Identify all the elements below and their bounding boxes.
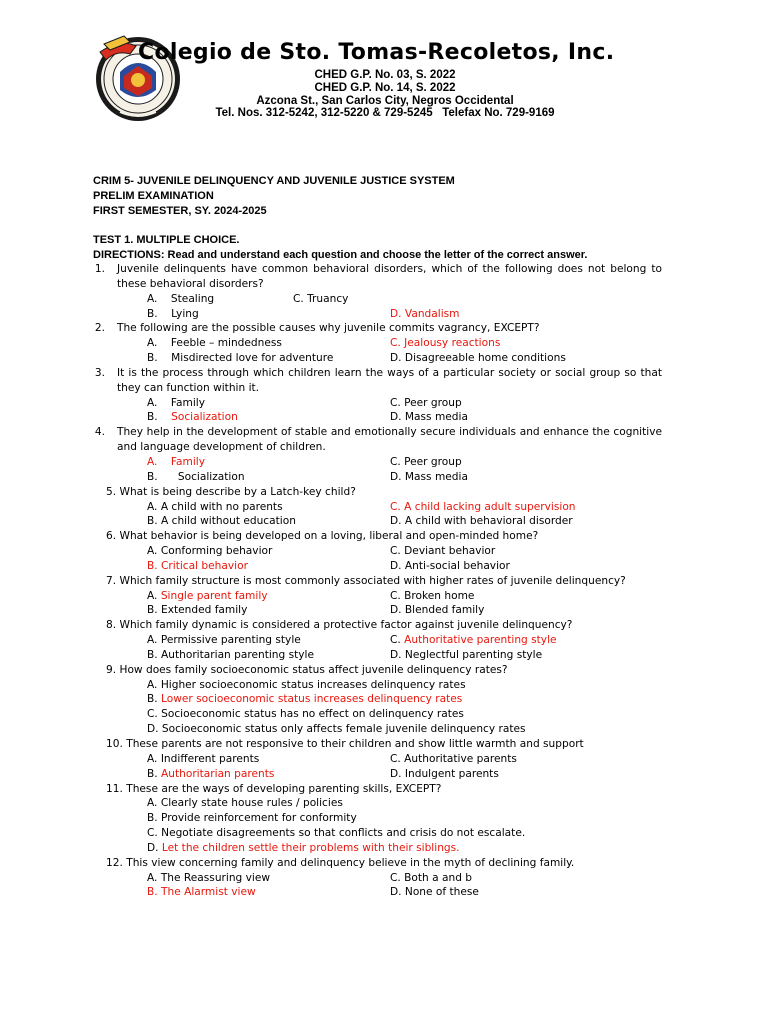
option-c-answer: C. Jealousy reactions: [390, 337, 501, 350]
options-row: [0, 841, 768, 856]
question-text: Which family dynamic is considered a protective factor against juvenile delinquency?: [119, 619, 573, 632]
options-row: [0, 767, 768, 782]
options-row: [0, 336, 768, 351]
option-a: A. Stealing: [147, 292, 215, 305]
option-c: C. Peer group: [390, 396, 462, 409]
options-row: [0, 455, 768, 470]
question-text: Which family structure is most commonly associated with higher rates of juvenile delinquency?: [119, 574, 626, 587]
ched-gp-line-2: CHED G.P. No. 14, S. 2022: [314, 82, 456, 94]
ched-gp-line-1: CHED G.P. No. 03, S. 2022: [314, 69, 456, 81]
options-row: [0, 811, 768, 826]
school-name: Colegio de Sto. Tomas-Recoletos, Inc.: [138, 40, 615, 65]
option-b-answer: B. Critical behavior: [147, 559, 248, 572]
question-12: [0, 856, 768, 871]
option-d: D. Mass media: [390, 470, 468, 483]
option-a: A. The Reassuring view: [147, 871, 271, 884]
options-row: [0, 544, 768, 559]
question-7: [0, 574, 768, 589]
semester: FIRST SEMESTER, SY. 2024-2025: [93, 205, 267, 217]
options-row: [0, 633, 768, 648]
question-text: What behavior is being developed on a loving, liberal and open-minded home?: [119, 530, 539, 543]
question-number: 12.: [106, 856, 123, 869]
option-c: C. Broken home: [390, 589, 475, 602]
option-a: A. A child with no parents: [147, 500, 283, 513]
option-b: B. Misdirected love for adventure: [147, 352, 334, 365]
option-c: C. Peer group: [390, 455, 462, 468]
option-d: D. Disagreeable home conditions: [390, 352, 566, 365]
options-row: [0, 351, 768, 366]
question-11: [0, 782, 768, 797]
test-heading: [93, 233, 587, 263]
option-c-answer: C. Authoritative parenting style: [390, 634, 557, 647]
option-b-answer: B. Lower socioeconomic status increases delinquency rates: [147, 693, 463, 706]
options-row: [0, 514, 768, 529]
option-b: B. Extended family: [147, 604, 248, 617]
options-row: [0, 307, 768, 322]
option-b: B. Lying: [147, 307, 199, 320]
option-d: D. Indulgent parents: [390, 767, 499, 780]
option-d: D. Mass media: [390, 411, 468, 424]
options-row: [0, 648, 768, 663]
option-a: A. Indifferent parents: [147, 752, 260, 765]
option-d: D. None of these: [390, 886, 479, 899]
course-info: [93, 174, 455, 219]
question-number: 3.: [94, 366, 105, 379]
question-text: The following are the possible causes why juvenile commits vagrancy, EXCEPT?: [117, 322, 540, 335]
options-row: [0, 396, 768, 411]
options-row: [0, 678, 768, 693]
question-text: These are the ways of developing parenting skills, EXCEPT?: [126, 782, 442, 795]
question-number: 6.: [106, 530, 117, 543]
exam-title: PRELIM EXAMINATION: [93, 190, 214, 202]
option-b-answer: B. The Alarmist view: [147, 886, 256, 899]
options-row: [0, 500, 768, 515]
option-a: A. Clearly state house rules / policies: [147, 797, 343, 810]
options-row: [0, 722, 768, 737]
option-c: C. Negotiate disagreements so that conflicts and crisis do not escalate.: [147, 827, 526, 840]
options-row: [0, 559, 768, 574]
options-row: [0, 589, 768, 604]
question-text: They help in the development of stable and emotionally secure individuals and enhance the cognitive and language development of children.: [117, 426, 662, 454]
option-d: D. Anti-social behavior: [390, 559, 510, 572]
option-a-answer: A. Single parent family: [147, 589, 268, 602]
question-text: How does family socioeconomic status affect juvenile delinquency rates?: [119, 663, 508, 676]
question-9: [0, 663, 768, 678]
option-c: C. Authoritative parents: [390, 752, 517, 765]
option-b-answer: B. Socialization: [147, 411, 238, 424]
option-a: A. Higher socioeconomic status increases delinquency rates: [147, 678, 466, 691]
question-number: 4.: [94, 426, 105, 439]
option-c-answer: C. A child lacking adult supervision: [390, 500, 576, 513]
school-contact: Tel. Nos. 312-5242, 312-5220 & 729-5245 Telefax No. 729-9169: [215, 107, 555, 119]
option-d: D. Blended family: [390, 604, 485, 617]
option-a: A. Permissive parenting style: [147, 634, 301, 647]
question-6: [0, 529, 768, 544]
option-b: B. Socialization: [147, 470, 245, 483]
question-3: [0, 366, 768, 396]
option-d-answer: D. Let the children settle their problems with their siblings.: [147, 841, 460, 854]
option-a: A. Feeble – mindedness: [147, 337, 282, 350]
options-row: [0, 871, 768, 886]
question-number: 7.: [106, 574, 117, 587]
question-text: It is the process through which children learn the ways of a particular society or social group so that they can function within it.: [117, 366, 662, 394]
question-number: 9.: [106, 663, 117, 676]
option-c: C. Deviant behavior: [390, 545, 496, 558]
options-row: [0, 292, 768, 307]
options-row: [0, 885, 768, 900]
option-a: A. Conforming behavior: [147, 545, 273, 558]
option-d: D. A child with behavioral disorder: [390, 515, 573, 528]
options-row: [0, 603, 768, 618]
options-row: [0, 796, 768, 811]
question-number: 10.: [106, 738, 123, 750]
options-row: [0, 692, 768, 707]
question-8: [0, 618, 768, 633]
question-text: These parents are not responsive to their children and show little warmth and support: [126, 738, 584, 750]
option-b: B. Provide reinforcement for conformity: [147, 812, 357, 825]
question-4: [0, 425, 768, 455]
option-c: C. Socioeconomic status has no effect on delinquency rates: [147, 708, 464, 721]
option-b: B. Authoritarian parenting style: [147, 648, 315, 661]
option-a: A. Family: [147, 396, 206, 409]
option-b-answer: B. Authoritarian parents: [147, 767, 275, 780]
option-c: C. Both a and b: [390, 871, 473, 884]
option-a-answer: A. Family: [147, 455, 206, 468]
question-1: [0, 262, 768, 292]
question-list: [0, 262, 768, 900]
options-row: [0, 470, 768, 485]
options-row: [0, 707, 768, 722]
option-d-answer: D. Vandalism: [390, 307, 460, 320]
options-row: [0, 826, 768, 841]
course-title: CRIM 5- JUVENILE DELINQUENCY AND JUVENILE JUSTICE SYSTEM: [93, 175, 455, 187]
options-row: [0, 410, 768, 425]
question-text: What is being describe by a Latch-key child?: [119, 485, 356, 498]
question-text: This view concerning family and delinquency believe in the myth of declining family.: [126, 856, 575, 869]
question-10: [0, 737, 768, 752]
question-number: 11.: [106, 782, 123, 795]
option-d: D. Socioeconomic status only affects female juvenile delinquency rates: [147, 723, 526, 736]
question-number: 5.: [106, 485, 117, 498]
option-d: D. Neglectful parenting style: [390, 648, 543, 661]
school-address: Azcona St., San Carlos City, Negros Occidental: [256, 95, 514, 107]
option-b: B. A child without education: [147, 515, 296, 528]
question-text: Juvenile delinquents have common behavioral disorders, which of the following does not belong to these behavioral disorders?: [117, 263, 662, 290]
question-number: 8.: [106, 619, 117, 632]
question-5: [0, 485, 768, 500]
options-row: [0, 752, 768, 767]
option-c: C. Truancy: [293, 292, 349, 305]
test-directions: DIRECTIONS: Read and understand each question and choose the letter of the correct answer.: [93, 249, 588, 261]
question-number: 2.: [94, 322, 105, 335]
question-number: 1.: [94, 263, 105, 275]
test-title: TEST 1. MULTIPLE CHOICE.: [93, 234, 240, 246]
question-2: [0, 321, 768, 336]
